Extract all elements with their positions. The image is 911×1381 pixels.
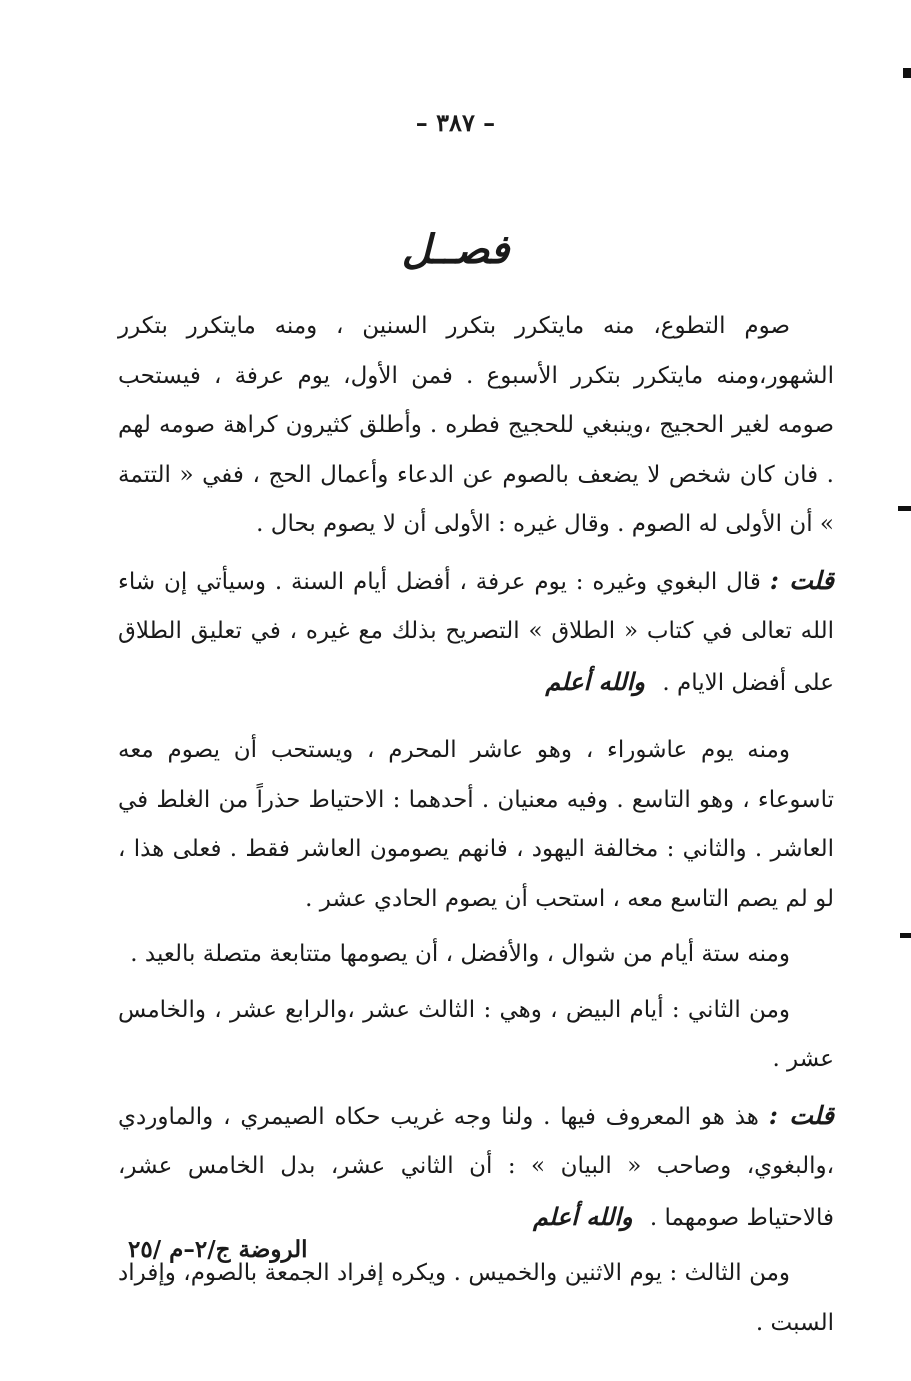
paragraph-closing: والله أعلم	[532, 1201, 633, 1231]
section-heading: فصــل	[401, 226, 510, 273]
paragraph-text: قال البغوي وغيره : يوم عرفة ، أفضل أيام السنة . وسيأتي إن شاء الله تعالى في كتاب « الطلاق » التصريح بذلك مع غيره ، في تعليق الطلاق على أفضل الايام .	[118, 568, 834, 696]
paragraph-text: ومن الثالث : يوم الاثنين والخميس . ويكره إفراد الجمعة بالصوم، وإفراد السبت .	[118, 1260, 834, 1336]
paragraph-lead: قلت :	[769, 565, 834, 595]
paragraph-white-days	[118, 986, 834, 1085]
paragraph-text: ومنه يوم عاشوراء ، وهو عاشر المحرم ، ويستحب أن يصوم معه تاسوعاء ، وهو التاسع . وفيه معنيان . أحدهما : الاحتياط حذراً من الغلط في العاشر . والثاني : مخالفة اليهود ، فانهم يصومون العاشر فقط . فعلى هذا ، لو لم يصم التاسع معه ، استحب أن يصوم الحادي عشر .	[118, 737, 834, 912]
paragraph-shawwal	[118, 930, 834, 980]
paragraph-text: هذ هو المعروف فيها . ولنا وجه غريب حكاه الصيمري ، والماوردي ،والبغوي، وصاحب « البيان » : أن الثاني عشر، بدل الخامس عشر، فالاحتياط صومهما .	[118, 1103, 834, 1231]
margin-mark	[898, 506, 911, 511]
paragraph-voluntary-fasting	[118, 302, 834, 550]
paragraph-text: صوم التطوع، منه مايتكرر بتكرر السنين ، ومنه مايتكرر بتكرر الشهور،ومنه مايتكرر بتكرر الأسبوع . فمن الأول، يوم عرفة ، فيستحب صومه لغير الحجيج ،وينبغي للحجيج فطره . وأطلق كثيرون كراهة صومه لهم . فان كان شخص لا يضعف بالصوم عن الدعاء وأعمال الحج ، ففي « التتمة » أن الأولى له الصوم . وقال غيره : الأولى أن لا يصوم بحال .	[118, 313, 834, 537]
paragraph-weekly	[118, 1249, 834, 1348]
body-text	[118, 302, 834, 1354]
margin-mark	[900, 933, 911, 938]
margin-mark	[903, 68, 911, 78]
paragraph-qultu-arafah	[118, 556, 834, 709]
paragraph-lead: قلت :	[768, 1100, 834, 1130]
paragraph-qultu-white-days	[118, 1091, 834, 1244]
page-number: – ٣٨٧ –	[415, 108, 496, 137]
paragraph-text: ومنه ستة أيام من شوال ، والأفضل ، أن يصومها متتابعة متصلة بالعيد .	[130, 941, 790, 967]
footer-signature: الروضة ج/٢–م /٢٥	[128, 1236, 308, 1263]
paragraph-text: ومن الثاني : أيام البيض ، وهي : الثالث عشر ،والرابع عشر ، والخامس عشر .	[118, 996, 834, 1072]
paragraph-ashura	[118, 726, 834, 924]
paragraph-closing: والله أعلم	[545, 666, 646, 696]
